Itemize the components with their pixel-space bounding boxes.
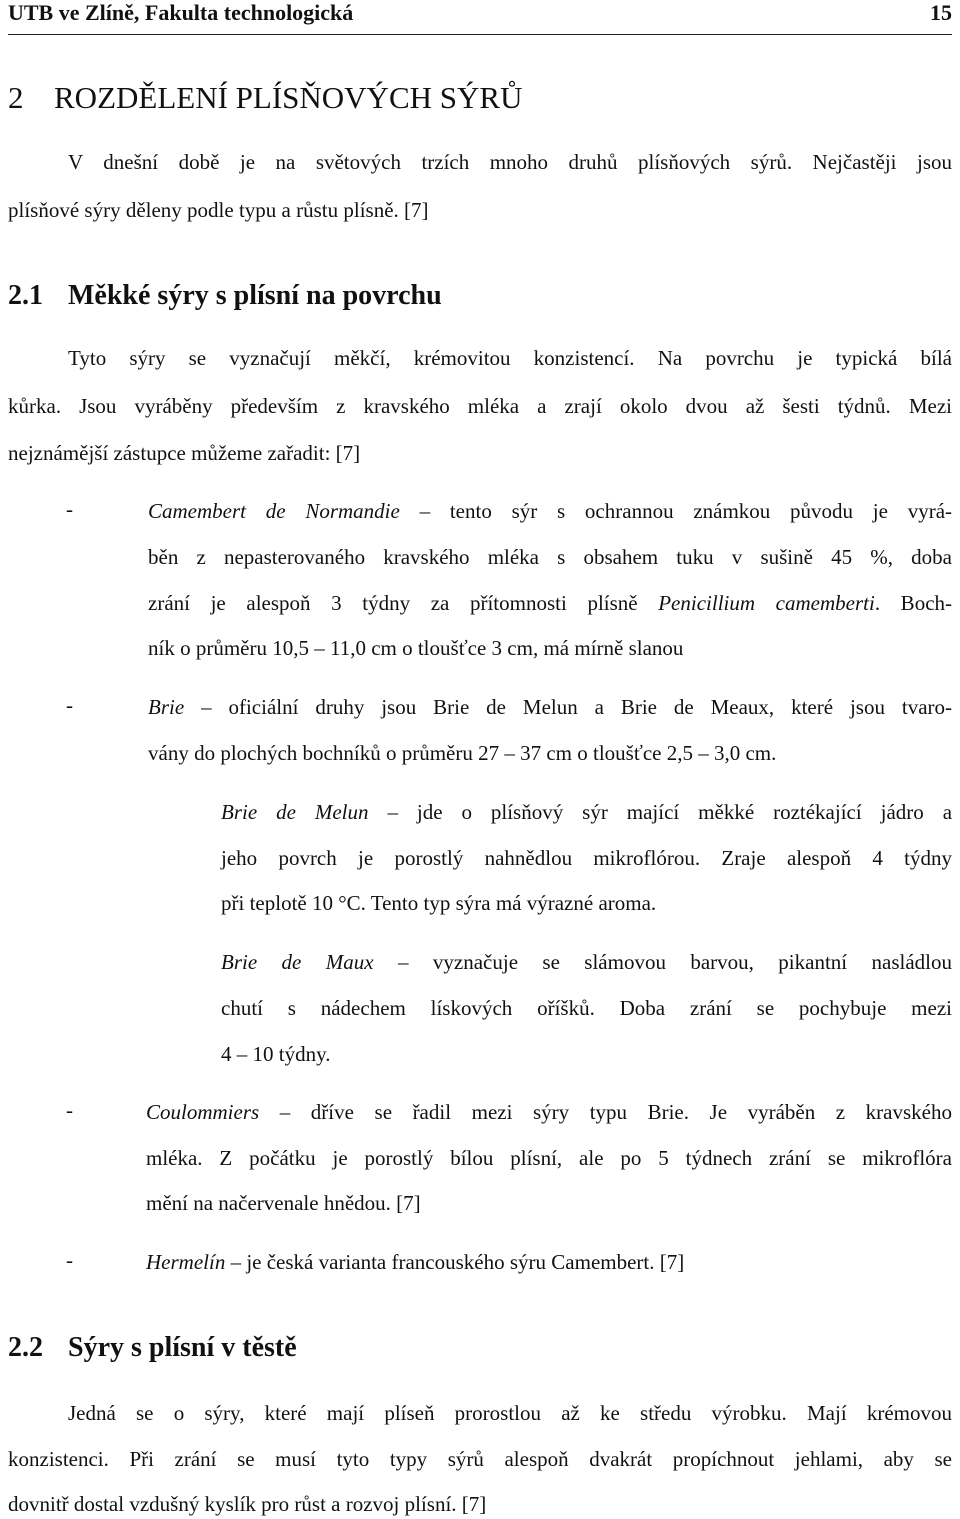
coulommiers-line-2: mléka. Z počátku je porostlý bílou plísní, ale po 5 týdnech zrání se mikroflóra — [146, 1146, 952, 1170]
penicillium-name: Penicillium camemberti — [658, 591, 875, 615]
section-2-1-line-1: Tyto sýry se vyznačují měkčí, krémovitou konzistencí. Na povrchu je typická bílá — [68, 346, 952, 370]
camembert-line-2: běn z nepasterovaného kravského mléka s obsahem tuku v sušině 45 %, doba — [148, 545, 952, 569]
melun-line-1 — [221, 798, 952, 826]
camembert-name: Camembert de Normandie — [148, 499, 400, 523]
brie-name: Brie — [148, 695, 185, 719]
camembert-line-1 — [148, 497, 952, 525]
chapter-number: 2 — [8, 80, 24, 115]
maux-text: – vyznačuje se slámovou barvou, pikantní nasládlou — [398, 950, 953, 974]
brie-line-1 — [148, 693, 952, 721]
hermelin-text: – je česká varianta francouského sýru Camembert. [7] — [230, 1250, 685, 1274]
section-2-1-line-3: nejznámější zástupce můžeme zařadit: [7] — [8, 441, 361, 465]
brie-line-2: vány do plochých bochníků o průměru 27 – 37 cm o tloušťce 2,5 – 3,0 cm. — [148, 741, 777, 765]
melun-text: – jde o plísňový sýr mající měkké roztékající jádro a — [387, 800, 953, 824]
list-dash: - — [66, 1248, 73, 1272]
melun-line-3: při teplotě 10 °C. Tento typ sýra má výrazné aroma. — [221, 891, 657, 915]
list-dash: - — [66, 1098, 73, 1122]
header-title: UTB ve Zlíně, Fakulta technologická — [8, 0, 354, 25]
camembert-text: – tento sýr s ochrannou známkou původu je vyrá- — [419, 499, 953, 523]
coulommiers-text: – dříve se řadil mezi sýry typu Brie. Je vyráběn z kravského — [279, 1100, 952, 1124]
maux-name: Brie de Maux — [221, 950, 374, 974]
section-2-2-line-1: Jedná se o sýry, které mají plíseň prorostlou až ke středu výrobku. Mají krémovou — [68, 1401, 952, 1425]
coulommiers-name: Coulommiers — [146, 1100, 260, 1124]
brie-text: – oficiální druhy jsou Brie de Melun a Brie de Meaux, které jsou tvaro- — [201, 695, 952, 719]
section-2-2-title: Sýry s plísní v těstě — [68, 1332, 297, 1363]
camembert-line-4: ník o průměru 10,5 – 11,0 cm o tloušťce 3 cm, má mírně slanou — [148, 636, 684, 660]
list-dash: - — [66, 693, 73, 717]
running-header — [8, 0, 952, 35]
maux-line-3: 4 – 10 týdny. — [221, 1042, 331, 1066]
section-2-2-line-2: konzistenci. Při zrání se musí tyto typy sýrů alespoň dvakrát propíchnout jehlami, aby se — [8, 1447, 952, 1471]
list-dash: - — [66, 497, 73, 521]
coulommiers-line-1 — [146, 1098, 952, 1126]
melun-name: Brie de Melun — [221, 800, 369, 824]
section-2-1-heading — [8, 280, 442, 312]
section-2-2-number: 2.2 — [8, 1332, 43, 1363]
hermelin-name: Hermelín — [146, 1250, 226, 1274]
section-2-1-line-2: kůrka. Jsou vyráběny především z kravského mléka a zrají okolo dvou až šesti týdnů. Mezi — [8, 394, 952, 418]
camembert-line-3 — [148, 589, 952, 617]
camembert-line-3-end: . Boch- — [874, 591, 953, 615]
melun-line-2: jeho povrch je porostlý nahnědlou mikroflórou. Zraje alespoň 4 týdny — [221, 846, 952, 870]
coulommiers-line-3: mění na načervenale hnědou. [7] — [146, 1191, 421, 1215]
page-number: 15 — [930, 0, 952, 25]
intro-line-1: V dnešní době je na světových trzích mnoho druhů plísňových sýrů. Nejčastěji jsou — [68, 150, 952, 174]
hermelin-line — [146, 1248, 684, 1276]
camembert-line-3-start: zrání je alespoň 3 týdny za přítomnosti plísně — [148, 591, 659, 615]
intro-line-2: plísňové sýry děleny podle typu a růstu plísně. [7] — [8, 198, 429, 222]
section-2-2-line-3: dovnitř dostal vzdušný kyslík pro růst a rozvoj plísní. [7] — [8, 1492, 487, 1516]
section-2-2-heading — [8, 1332, 297, 1364]
chapter-heading — [8, 80, 522, 116]
chapter-title: ROZDĚLENÍ PLÍSŇOVÝCH SÝRŮ — [54, 80, 523, 115]
section-2-1-number: 2.1 — [8, 280, 43, 311]
section-2-1-title: Měkké sýry s plísní na povrchu — [68, 280, 442, 311]
maux-line-2: chutí s nádechem lískových oříšků. Doba zrání se pochybuje mezi — [221, 996, 952, 1020]
maux-line-1 — [221, 948, 952, 976]
